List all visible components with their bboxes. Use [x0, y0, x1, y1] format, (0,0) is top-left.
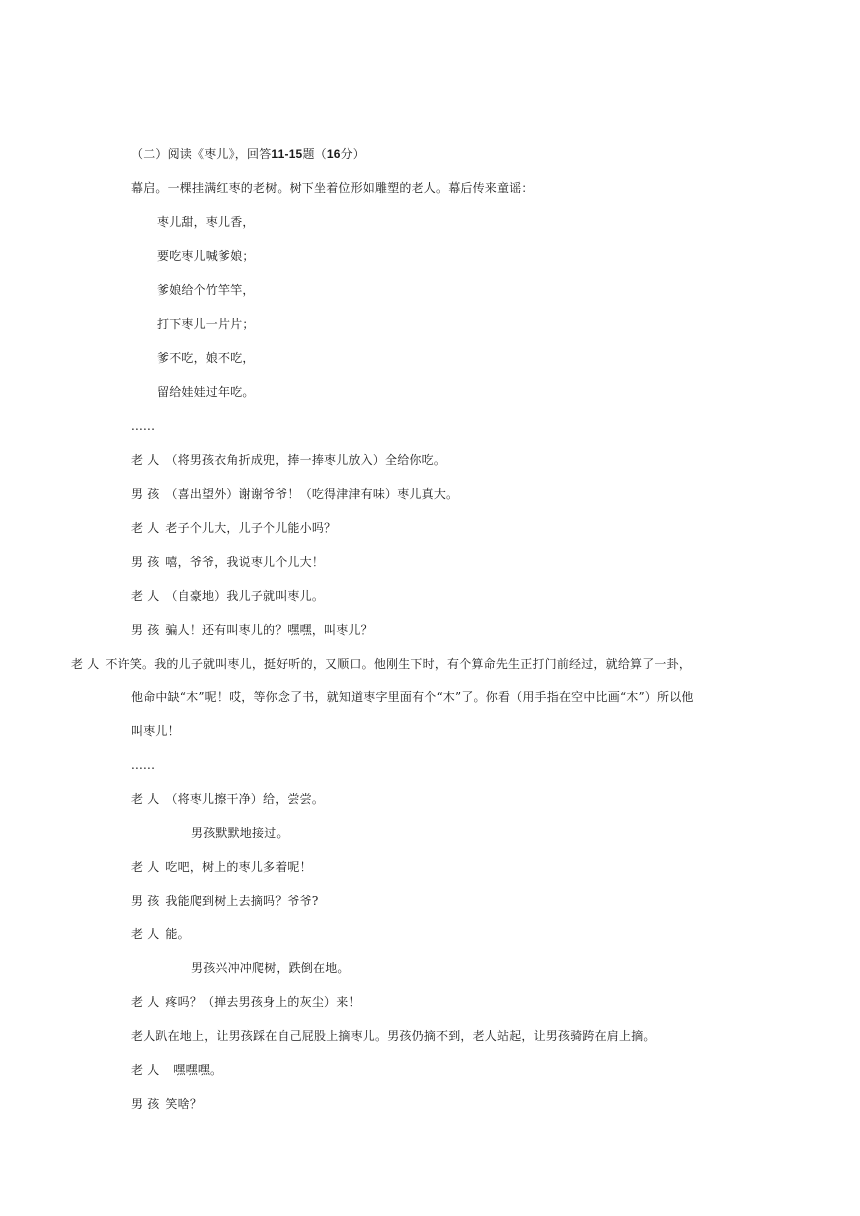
long-speech-line — [71, 656, 691, 672]
speech: 嘻，爷爷，我说枣儿个儿大！ — [165, 555, 325, 569]
ellipsis: ...... — [131, 419, 156, 433]
speaker: 男 孩 — [131, 623, 160, 637]
dialogue-line — [131, 1062, 222, 1078]
ellipsis: ...... — [131, 758, 156, 772]
speaker: 老 人 — [131, 860, 160, 874]
speaker: 老 人 — [131, 927, 160, 941]
speech: 我能爬到树上去摘吗？爷爷? — [165, 894, 319, 908]
dialogue-line — [131, 452, 446, 468]
long-speech-line: 叫枣儿！ — [131, 724, 180, 738]
narration: 老人趴在地上，让男孩踩在自己屁股上摘枣儿。男孩仍摘不到，老人站起，让男孩骑跨在肩上摘。 — [131, 1029, 656, 1043]
speaker: 老 人 — [131, 792, 160, 806]
speaker: 男 孩 — [131, 487, 160, 501]
speech: 笑啥？ — [165, 1097, 203, 1111]
section-heading: （二）阅读《枣儿》，回答11-15题（16分） — [131, 147, 365, 161]
speaker: 男 孩 — [131, 894, 160, 908]
dialogue-line — [131, 588, 324, 604]
speaker: 老 人 — [71, 657, 100, 671]
intro-paragraph: 幕启。一棵挂满红枣的老树。树下坐着位形如雕塑的老人。幕后传来童谣： — [131, 181, 534, 195]
long-speech-line: 他命中缺“木”呢！哎，等你念了书，就知道枣字里面有个“木”了。你看（用手指在空中比画“木”）所以他 — [131, 690, 694, 704]
speech: （将枣儿擦干净）给，尝尝。 — [165, 792, 325, 806]
speaker: 老 人 — [131, 995, 160, 1009]
dialogue-line — [131, 520, 336, 536]
dialogue-line — [131, 1096, 202, 1112]
dialogue-line — [131, 859, 312, 875]
speech: 嘿嘿嘿。 — [173, 1063, 223, 1077]
dialogue-line — [131, 926, 190, 942]
speech: 吃吧，树上的枣儿多着呢！ — [165, 860, 312, 874]
speech: 不许笑。我的儿子就叫枣儿，挺好听的，又顺口。他刚生下时，有个算命先生正打门前经过，就给算了一卦， — [105, 657, 692, 671]
song-line: 打下枣儿一片片； — [157, 317, 255, 331]
song-line: 爹娘给个竹竿竿， — [157, 283, 255, 297]
speaker: 老 人 — [131, 589, 160, 603]
song-line: 要吃枣儿喊爹娘； — [157, 249, 255, 263]
dialogue-line — [131, 893, 318, 909]
song-line: 留给娃娃过年吃。 — [157, 385, 255, 399]
dialogue-line — [131, 791, 324, 807]
speaker: 男 孩 — [131, 555, 160, 569]
speaker: 老 人 — [131, 521, 160, 535]
speech: 骗人！还有叫枣儿的？嘿嘿，叫枣儿？ — [165, 623, 373, 637]
stage-direction: 男孩兴冲冲爬树，跌倒在地。 — [191, 961, 350, 975]
song-line: 爹不吃，娘不吃， — [157, 351, 255, 365]
speech: （喜出望外）谢谢爷爷！（吃得津津有味）枣儿真大。 — [165, 487, 459, 501]
stage-direction: 男孩默默地接过。 — [191, 826, 289, 840]
speaker: 老 人 — [131, 453, 160, 467]
dialogue-line — [131, 994, 361, 1010]
speech: 能。 — [165, 927, 190, 941]
dialogue-line — [131, 486, 458, 502]
speech: （自豪地）我儿子就叫枣儿。 — [165, 589, 325, 603]
speech: （将男孩衣角折成兜，捧一捧枣儿放入）全给你吃。 — [165, 453, 447, 467]
speech: 疼吗？（掸去男孩身上的灰尘）来！ — [165, 995, 361, 1009]
speech: 老子个儿大，儿子个儿能小吗？ — [165, 521, 337, 535]
speaker: 老 人 — [131, 1063, 160, 1077]
song-line: 枣儿甜，枣儿香， — [157, 215, 255, 229]
speaker: 男 孩 — [131, 1097, 160, 1111]
dialogue-line — [131, 554, 324, 570]
dialogue-line — [131, 622, 373, 638]
